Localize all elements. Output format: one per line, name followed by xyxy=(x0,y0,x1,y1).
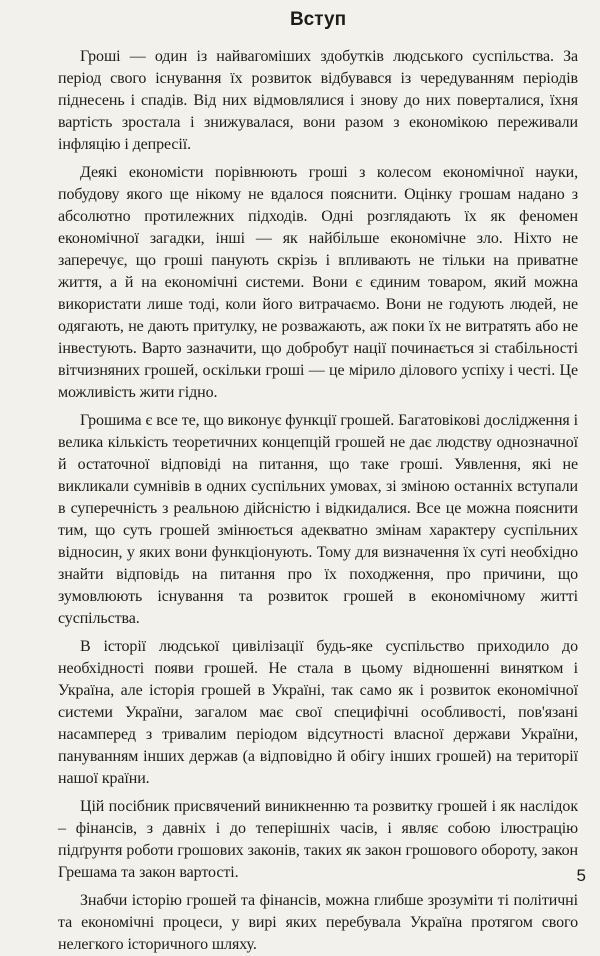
page-number: 5 xyxy=(576,866,586,885)
paragraph: Знабчи історію грошей та фінансів, можна глибше зрозуміти ті політичні та економічні процеси, у вирі яких перебувала Україна протягом свого нелегкого історичного шляху. xyxy=(58,892,578,953)
paragraph: В історії людської цивілізації будь-яке суспільство приходило до необхідності появи грошей. Не стала в цьому відношенні винятком і Україна, але історія грошей в Україні, так само як і розвиток економічної системи України, загалом має свої специфічні особливості, пов'язані насамперед з тривалим періодом відсутності власної держави України, пануванням інших держав (а відповідно й обігу інших грошей) на території нашої країни. xyxy=(58,638,578,787)
body-text xyxy=(58,46,578,956)
paragraph: Грошима є все те, що виконує функції грошей. Багатовікові дослідження і велика кількість теоретичних концепцій грошей не дає людству однозначної й остаточної відповіді на питання, що таке гроші. Уявлення, які не викликали сумнівів в одних суспільних умовах, зі зміною останніх вступали в суперечність з реальною дійсністю і відкидалися. Все це можна пояснити тим, що суть грошей змінюється адекватно змінам характеру суспільних відносин, у яких вони функціонують. Тому для визначення їх суті необхідно знайти відповідь на питання про їх походження, про причини, що зумовлюють існування та розвиток грошей в економічному житті суспільства. xyxy=(58,412,578,627)
page-title: Вступ xyxy=(289,9,347,30)
paragraph: Гроші — один із найвагоміших здобутків людського суспільства. За період свого існування їх розвиток відбувався із чередуванням періодів піднесень і спадів. Від них відмовлялися і знову до них поверталися, їхня вартість зростала і знижувалася, вони разом з економікою переживали інфляцію і депресії. xyxy=(58,48,578,153)
paragraph: Деякі економісти порівнюють гроші з колесом економічної науки, побудову якого ще нікому не вдалося пояснити. Оцінку грошам надано з абсолютно протилежних підходів. Одні розглядають їх як феномен економічної загадки, інші — як найбільше економічне зло. Ніхто не заперечує, що гроші панують скрізь і впливають не тільки на приватне життя, а й на економічні системи. Вони є єдиним товаром, який можна використати лише тоді, коли його витрачаємо. Вони не годують людей, не одягають, не дають притулку, не розважають, аж поки їх не витратять або не інвестують. Варто зазначити, що добробут нації починається зі стабільності вітчизняних грошей, оскільки гроші — це мірило ділового успіху і честі. Це можливість жити гідно. xyxy=(58,164,578,401)
paragraph: Цій посібник присвячений виникненню та розвитку грошей і як наслідок – фінансів, з давніх і до теперішніх часів, і являє собою ілюстрацію підґрунтя роботи грошових законів, таких як закон грошового обороту, закон Грешама та закон вартості. xyxy=(58,798,578,881)
